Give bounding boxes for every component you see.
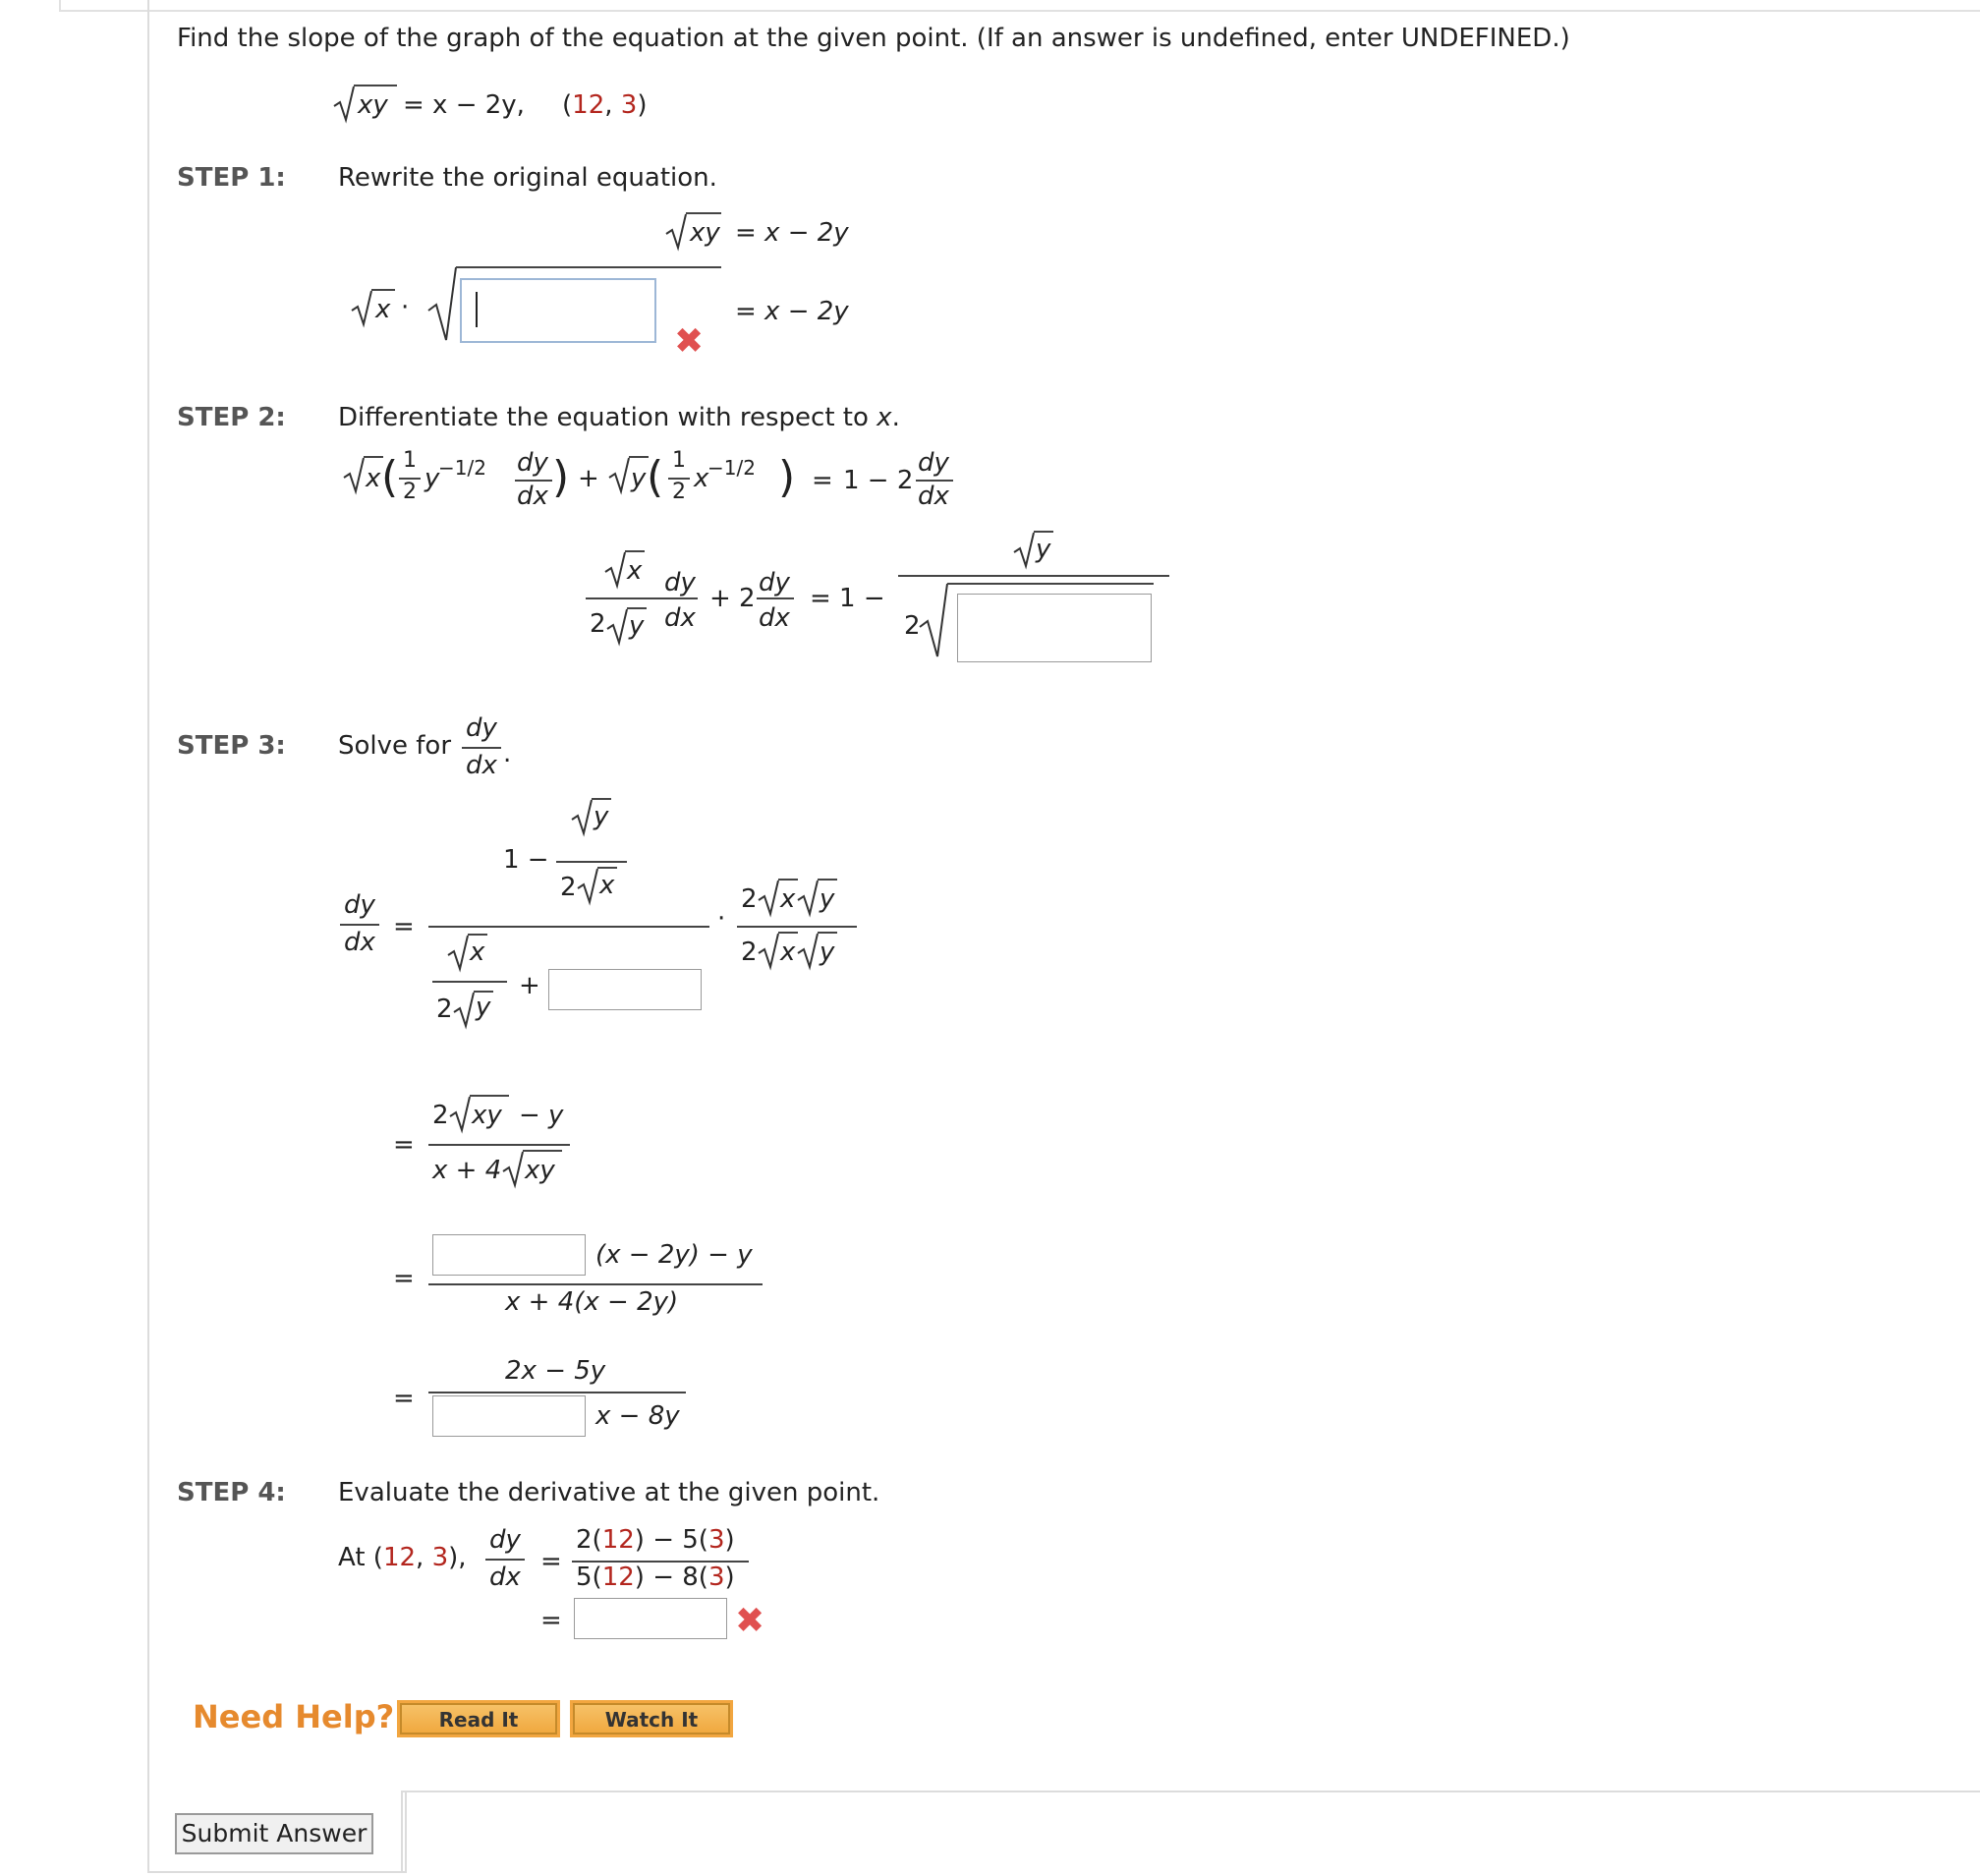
question-frame bbox=[147, 0, 1980, 1870]
step1-line1-rhs: = x − 2y bbox=[735, 218, 849, 248]
step3-line4-denominator: x − 8y bbox=[595, 1401, 680, 1431]
step1-line1-radicand: xy bbox=[690, 218, 720, 248]
radical-sign bbox=[332, 85, 356, 124]
radical-sign bbox=[664, 212, 688, 252]
step2-radicand-input[interactable] bbox=[957, 594, 1152, 662]
step1-line2-rhs: = x − 2y bbox=[735, 297, 849, 326]
equals-sign: = bbox=[393, 1264, 415, 1293]
radical-bar bbox=[354, 85, 397, 86]
step4-text: Evaluate the derivative at the given point. bbox=[338, 1478, 880, 1507]
equals-sign: = bbox=[393, 1384, 415, 1413]
step3-line4-input[interactable] bbox=[432, 1395, 586, 1437]
step3-complex-fraction: 1 − y 2 x x 2 y + bbox=[428, 798, 713, 1024]
fraction-bar bbox=[428, 1283, 763, 1285]
step4-label: STEP 4: bbox=[177, 1478, 286, 1507]
equation-rhs: = x − 2y, bbox=[403, 90, 525, 120]
step2-text: Differentiate the equation with respect to x. bbox=[338, 403, 900, 432]
step3-denominator-input[interactable] bbox=[548, 969, 702, 1010]
wrong-answer-icon: ✖ bbox=[735, 1601, 765, 1641]
step1-label: STEP 1: bbox=[177, 163, 286, 193]
question-text: Find the slope of the graph of the equation at the given point. (If an answer is undefined, enter UNDEFINED.) bbox=[177, 24, 1570, 53]
step3-text: Solve for bbox=[338, 731, 452, 761]
radical-sign bbox=[426, 265, 458, 344]
step4-at-point: At (12, 3), bbox=[338, 1543, 467, 1572]
step3-line3-numerator: (x − 2y) − y bbox=[595, 1240, 753, 1270]
rationalizing-fraction: 2 x y 2 x y bbox=[737, 875, 859, 983]
divider bbox=[401, 1791, 1980, 1792]
step3-line3-input[interactable] bbox=[432, 1234, 586, 1276]
watch-it-button[interactable]: Watch It bbox=[570, 1700, 733, 1737]
step3-label: STEP 3: bbox=[177, 731, 286, 761]
step3-line4-numerator: 2x − 5y bbox=[505, 1356, 606, 1386]
step3-line2-fraction: 2 xy − y x + 4 xy bbox=[428, 1093, 572, 1191]
equals-sign: = bbox=[393, 912, 415, 941]
equals-sign: = bbox=[540, 1606, 562, 1635]
submit-answer-button[interactable]: Submit Answer bbox=[175, 1813, 373, 1854]
step1-text: Rewrite the original equation. bbox=[338, 163, 717, 193]
radical-bar bbox=[371, 289, 395, 291]
multiply-dot: · bbox=[717, 904, 726, 934]
step3-line3-denominator: x + 4(x − 2y) bbox=[505, 1287, 679, 1317]
equation-radicand: xy bbox=[358, 90, 388, 120]
wrong-answer-icon: ✖ bbox=[674, 321, 705, 362]
radical-bar bbox=[456, 266, 721, 268]
step2-label: STEP 2: bbox=[177, 403, 286, 432]
radical-sign bbox=[350, 289, 373, 328]
step1-line2-radicand: x bbox=[375, 295, 391, 324]
given-point: (12, 3) bbox=[562, 90, 648, 120]
step4-answer-input[interactable] bbox=[574, 1598, 727, 1639]
step4-denominator: 5(12) − 8(3) bbox=[576, 1563, 735, 1592]
step2-rhs-fraction: y 2 bbox=[898, 531, 1169, 668]
step1-radicand-input[interactable] bbox=[460, 278, 656, 343]
equals-sign: = bbox=[540, 1547, 562, 1576]
text-caret bbox=[476, 292, 478, 327]
divider bbox=[401, 1791, 403, 1871]
radical-bar bbox=[686, 212, 721, 214]
step4-numerator: 2(12) − 5(3) bbox=[576, 1525, 735, 1555]
multiply-dot: · bbox=[401, 293, 410, 322]
fraction-bar bbox=[428, 1392, 686, 1393]
need-help-label: Need Help? bbox=[193, 1698, 395, 1735]
equals-sign: = bbox=[393, 1130, 415, 1160]
read-it-button[interactable]: Read It bbox=[397, 1700, 560, 1737]
